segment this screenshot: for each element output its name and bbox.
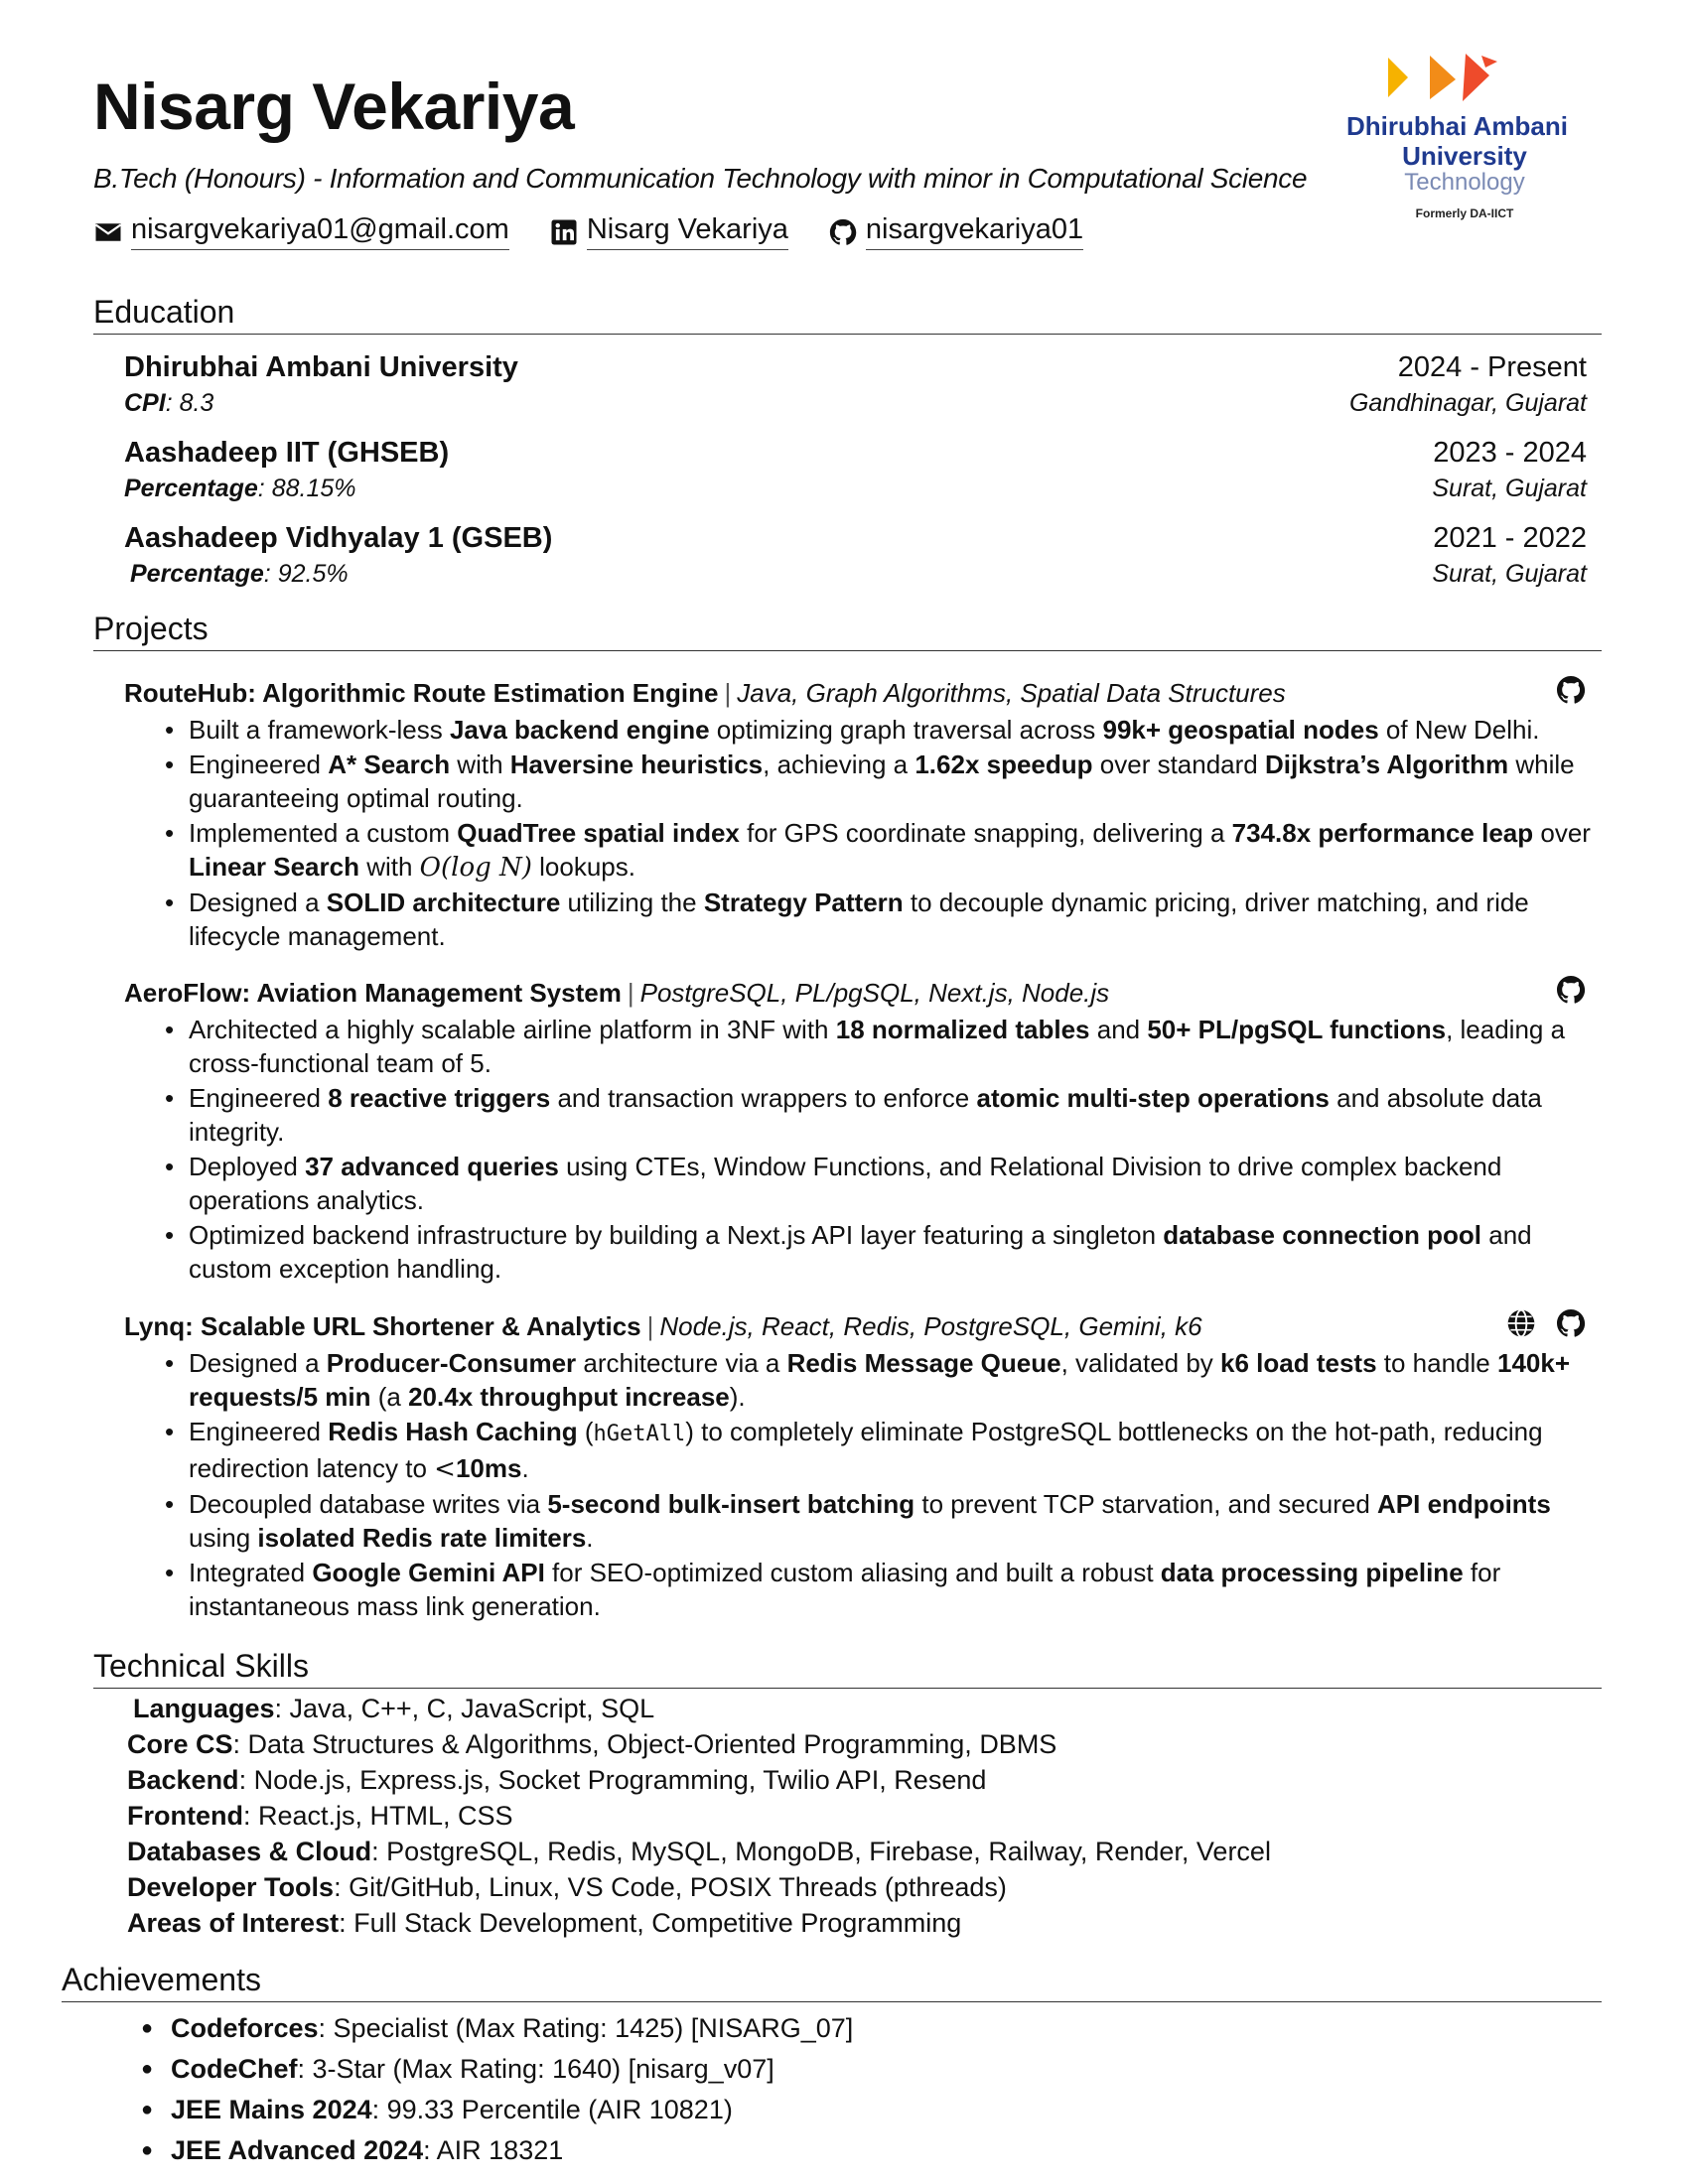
institution-name: Aashadeep IIT (GHSEB) — [124, 437, 450, 469]
project-tech: Node.js, React, Redis, PostgreSQL, Gemini, k6 — [659, 1311, 1202, 1341]
skill-row: Areas of Interest: Full Stack Development, Competitive Programming — [127, 1908, 962, 1938]
project-title: RouteHub: Algorithmic Route Estimation Engine — [124, 678, 719, 708]
education-date: 2021 - 2022 — [1433, 522, 1587, 554]
education-location: Gandhinagar, Gujarat — [1348, 389, 1587, 417]
bullet-item: • Engineered A* Search with Haversine heuristics, achieving a 1.62x speedup over standard Dijkstra’s Algorithm while guaranteeing optimal routing. — [159, 748, 1601, 815]
candidate-name: Nisarg Vekariya — [93, 69, 575, 143]
skills-rule — [93, 1688, 1602, 1689]
skill-row: Databases & Cloud: PostgreSQL, Redis, MySQL, MongoDB, Firebase, Railway, Render, Vercel — [127, 1837, 1271, 1866]
github-icon — [828, 217, 858, 247]
achievements-heading: Achievements — [62, 1962, 261, 1997]
project-title: AeroFlow: Aviation Management System — [124, 978, 622, 1008]
bullet-item: • Decoupled database writes via 5-second bulk-insert batching to prevent TCP starvation, and secured API endpoints using isolated Redis rate limiters. — [159, 1487, 1601, 1555]
skill-row: Core CS: Data Structures & Algorithms, Object-Oriented Programming, DBMS — [127, 1729, 1057, 1759]
envelope-icon — [93, 217, 123, 247]
skills-list — [127, 1691, 1271, 1941]
bullet-item: • Integrated Google Gemini API for SEO-optimized custom aliasing and built a robust data processing pipeline for instantaneous mass link generation. — [159, 1556, 1601, 1623]
project-title: Lynq: Scalable URL Shortener & Analytics — [124, 1311, 641, 1341]
education-heading: Education — [93, 294, 235, 330]
achievements-list — [139, 2008, 853, 2171]
education-score: CPI: 8.3 — [124, 389, 214, 417]
logo-line-3: Technology — [1404, 169, 1525, 196]
bullet-item: • Engineered Redis Hash Caching (hGetAll) to completely eliminate PostgreSQL bottlenecks on the hot-path, reducing redirection latency to <10ms. — [159, 1415, 1601, 1486]
github-link[interactable] — [828, 214, 1083, 250]
bullet-item: • Optimized backend infrastructure by building a Next.js API layer featuring a singleton database connection pool and custom exception handling. — [159, 1218, 1601, 1286]
skill-row: Languages: Java, C++, C, JavaScript, SQL — [133, 1694, 655, 1723]
contact-bar — [93, 214, 1083, 250]
skill-row: Backend: Node.js, Express.js, Socket Programming, Twilio API, Resend — [127, 1765, 987, 1795]
projects-rule — [93, 650, 1602, 651]
bullet-item: • Built a framework-less Java backend engine optimizing graph traversal across 99k+ geospatial nodes of New Delhi. — [159, 713, 1601, 747]
achievement-item: ● Codeforces: Specialist (Max Rating: 1425) [NISARG_07] — [139, 2008, 853, 2049]
logo-line-4: Formerly DA-IICT — [1415, 206, 1514, 220]
institution-name: Aashadeep Vidhyalay 1 (GSEB) — [124, 522, 553, 554]
achievements-rule — [62, 2001, 1602, 2002]
achievement-item: ● JEE Advanced 2024: AIR 18321 — [139, 2130, 853, 2171]
email-link[interactable] — [93, 214, 509, 250]
projects-heading: Projects — [93, 611, 209, 646]
project-tech: PostgreSQL, PL/pgSQL, Next.js, Node.js — [639, 978, 1110, 1008]
achievement-item: ● JEE Mains 2024: 99.33 Percentile (AIR 10821) — [139, 2090, 853, 2130]
github-icon[interactable] — [1555, 1307, 1587, 1339]
bullet-item: • Designed a SOLID architecture utilizing the Strategy Pattern to decouple dynamic pricing, driver matching, and ride lifecycle management. — [159, 886, 1601, 953]
education-location: Surat, Gujarat — [1432, 560, 1587, 588]
separator: | — [724, 678, 732, 708]
bullet-item: • Designed a Producer-Consumer architecture via a Redis Message Queue, validated by k6 load tests to handle 140k+ requests/5 min (a 20.4x throughput increase). — [159, 1346, 1601, 1414]
education-score: Percentage: 92.5% — [130, 560, 349, 588]
education-date: 2024 - Present — [1397, 351, 1587, 383]
university-logo — [1331, 46, 1599, 234]
institution-name: Dhirubhai Ambani University — [124, 351, 518, 383]
project-bullets — [159, 713, 1601, 954]
skill-row: Frontend: React.js, HTML, CSS — [127, 1801, 513, 1831]
degree-line: B.Tech (Honours) - Information and Communication Technology with minor in Computational Science — [93, 163, 1308, 194]
project-tech: Java, Graph Algorithms, Spatial Data Structures — [737, 678, 1286, 708]
skills-heading: Technical Skills — [93, 1648, 309, 1684]
linkedin-link[interactable] — [549, 214, 788, 250]
logo-mark-icon — [1331, 46, 1599, 109]
bullet-item: • Deployed 37 advanced queries using CTEs, Window Functions, and Relational Division to drive complex backend operations analytics. — [159, 1150, 1601, 1217]
education-rule — [93, 334, 1602, 335]
project-header — [124, 1311, 1587, 1342]
project-header — [124, 678, 1587, 709]
separator: | — [646, 1311, 654, 1341]
logo-line-1: Dhirubhai Ambani — [1346, 111, 1568, 141]
education-score: Percentage: 88.15% — [124, 475, 356, 502]
github-text: nisargvekariya01 — [866, 214, 1083, 250]
achievement-item: ● CodeChef: 3-Star (Max Rating: 1640) [nisarg_v07] — [139, 2049, 853, 2090]
education-location: Surat, Gujarat — [1432, 475, 1587, 502]
bullet-item: • Architected a highly scalable airline platform in 3NF with 18 normalized tables and 50+ PL/pgSQL functions, leading a cross-functional team of 5. — [159, 1013, 1601, 1080]
globe-icon[interactable] — [1505, 1307, 1537, 1339]
email-text: nisargvekariya01@gmail.com — [131, 214, 509, 250]
linkedin-icon — [549, 217, 579, 247]
project-header — [124, 978, 1587, 1009]
skill-row: Developer Tools: Git/GitHub, Linux, VS Code, POSIX Threads (pthreads) — [127, 1872, 1007, 1902]
bullet-item: • Implemented a custom QuadTree spatial index for GPS coordinate snapping, delivering a 734.8x performance leap over Linear Search with O(log N) lookups. — [159, 816, 1601, 885]
education-date: 2023 - 2024 — [1433, 437, 1587, 469]
project-bullets — [159, 1013, 1601, 1287]
linkedin-text: Nisarg Vekariya — [587, 214, 788, 250]
bullet-item: • Engineered 8 reactive triggers and transaction wrappers to enforce atomic multi-step operations and absolute data integrity. — [159, 1081, 1601, 1149]
github-icon[interactable] — [1555, 674, 1587, 706]
github-icon[interactable] — [1555, 974, 1587, 1006]
project-bullets — [159, 1346, 1601, 1624]
separator: | — [627, 978, 634, 1008]
logo-line-2: University — [1402, 141, 1527, 171]
